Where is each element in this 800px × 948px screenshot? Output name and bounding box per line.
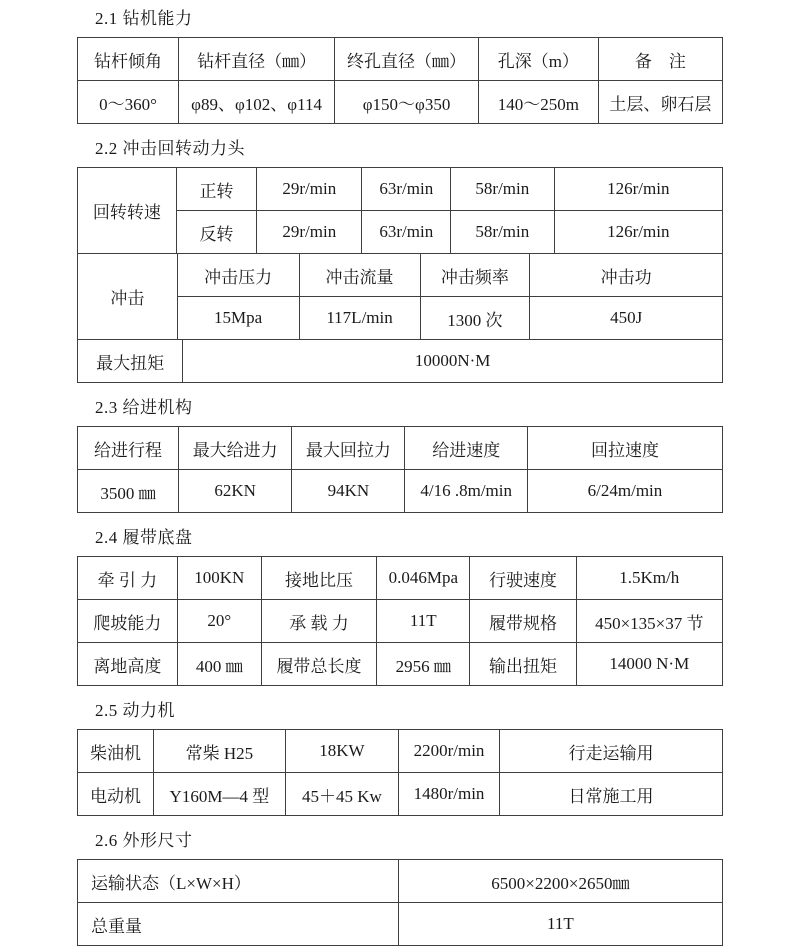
- label-cell: 牵 引 力: [97, 570, 158, 590]
- table-row: [78, 642, 722, 685]
- value-cell: 14000 N·M: [576, 643, 722, 685]
- header-cell: 备 注: [598, 38, 722, 80]
- impact-rotary-head-table: [77, 167, 723, 383]
- table-row: [177, 168, 722, 210]
- header-cell: 最大给进力: [178, 427, 291, 469]
- header-cell: 最大回拉力: [291, 427, 404, 469]
- label-cell: 最大扭矩: [96, 353, 165, 373]
- value-cell: 62KN: [178, 470, 291, 512]
- header-cell: 给进速度: [404, 427, 526, 469]
- value-cell: 126r/min: [554, 211, 722, 253]
- value-cell: 63r/min: [361, 211, 450, 253]
- drill-capability-table: [77, 37, 723, 124]
- value-cell: 58r/min: [450, 211, 553, 253]
- label-cell: 承 载 力: [261, 600, 376, 642]
- value-cell: φ89、φ102、φ114: [178, 81, 334, 123]
- table-header-row: [178, 254, 722, 296]
- value-cell: 2200r/min: [398, 730, 499, 772]
- header-cell: 回拉速度: [527, 427, 722, 469]
- value-cell: 10000N·M: [182, 340, 722, 382]
- table-header-row: [78, 38, 722, 80]
- label-cell: 电动机: [89, 786, 141, 806]
- section-heading-2-5: 2.5 动力机: [95, 701, 175, 720]
- header-cell: 钻杆直径（㎜）: [178, 38, 334, 80]
- value-cell: 126r/min: [554, 168, 722, 210]
- header-cell: 冲击流量: [299, 254, 420, 296]
- header-cell: 孔深（m）: [478, 38, 598, 80]
- value-cell: 常柴 H25: [153, 730, 285, 772]
- value-cell: 6/24m/min: [527, 470, 722, 512]
- value-cell: 行走运输用: [499, 730, 722, 772]
- value-cell: 450J: [529, 297, 722, 339]
- rotary-speed-group: [78, 168, 722, 253]
- max-torque-row: [78, 339, 722, 382]
- label-cell: 履带规格: [469, 600, 575, 642]
- label-cell: 柴油机: [89, 743, 141, 763]
- label-cell: 接地比压: [261, 557, 376, 599]
- table-row: [78, 599, 722, 642]
- value-cell: 450×135×37 节: [576, 600, 722, 642]
- table-row: [78, 860, 722, 902]
- header-cell: 给进行程: [94, 440, 163, 460]
- header-cell: 钻杆倾角: [94, 51, 163, 71]
- value-cell: 15Mpa: [214, 308, 263, 327]
- table-row: [177, 210, 722, 253]
- label-cell: 离地高度: [93, 656, 162, 676]
- header-cell: 冲击功: [529, 254, 722, 296]
- value-cell: 45＋45 Kw: [285, 773, 398, 815]
- label-cell: 行驶速度: [469, 557, 575, 599]
- section-heading-2-6: 2.6 外形尺寸: [95, 831, 193, 850]
- value-cell: 400 ㎜: [177, 643, 261, 685]
- value-cell: 117L/min: [299, 297, 420, 339]
- dimensions-table: [77, 859, 723, 946]
- value-cell: 140～250m: [478, 81, 598, 123]
- label-cell: 正转: [199, 181, 234, 201]
- value-cell: 11T: [398, 903, 722, 945]
- value-cell: 63r/min: [361, 168, 450, 210]
- section-heading-2-3: 2.3 给进机构: [95, 398, 193, 417]
- value-cell: 0～360°: [99, 94, 157, 114]
- label-cell: 反转: [199, 224, 234, 244]
- value-cell: 18KW: [285, 730, 398, 772]
- table-header-row: [78, 427, 722, 469]
- crawler-chassis-table: [77, 556, 723, 686]
- rowspan-label-cell: 冲击: [110, 289, 145, 308]
- value-cell: Y160M—4 型: [153, 773, 285, 815]
- header-cell: 冲击频率: [420, 254, 530, 296]
- value-cell: 29r/min: [256, 168, 361, 210]
- table-row: [78, 80, 722, 123]
- label-cell: 爬坡能力: [93, 613, 162, 633]
- value-cell: 1.5Km/h: [576, 557, 722, 599]
- value-cell: 4/16 .8m/min: [404, 470, 526, 512]
- value-cell: 2956 ㎜: [376, 643, 469, 685]
- label-cell: 履带总长度: [261, 643, 376, 685]
- power-unit-table: [77, 729, 723, 816]
- table-row: [78, 772, 722, 815]
- value-cell: 1300 次: [420, 297, 530, 339]
- value-cell: 94KN: [291, 470, 404, 512]
- feed-mechanism-table: [77, 426, 723, 513]
- rotary-speed-rows: [176, 168, 722, 253]
- table-row: [78, 730, 722, 772]
- table-row: [78, 557, 722, 599]
- value-cell: 6500×2200×2650㎜: [398, 860, 722, 902]
- header-cell: 终孔直径（㎜）: [334, 38, 478, 80]
- value-cell: 0.046Mpa: [376, 557, 469, 599]
- section-heading-2-1: 2.1 钻机能力: [95, 9, 193, 28]
- value-cell: 29r/min: [256, 211, 361, 253]
- rowspan-label-cell: 回转转速: [92, 203, 161, 222]
- label-cell: 运输状态（L×W×H）: [91, 873, 251, 893]
- label-cell: 输出扭矩: [469, 643, 575, 685]
- header-cell: 冲击压力: [204, 267, 273, 287]
- value-cell: 日常施工用: [499, 773, 722, 815]
- section-heading-2-2: 2.2 冲击回转动力头: [95, 139, 245, 158]
- value-cell: 土层、卵石层: [598, 81, 722, 123]
- section-heading-2-4: 2.4 履带底盘: [95, 528, 193, 547]
- value-cell: 11T: [376, 600, 469, 642]
- table-row: [78, 902, 722, 945]
- value-cell: 100KN: [177, 557, 261, 599]
- value-cell: 20°: [177, 600, 261, 642]
- value-cell: 3500 ㎜: [100, 483, 156, 503]
- value-cell: φ150～φ350: [334, 81, 478, 123]
- label-cell: 总重量: [91, 916, 142, 936]
- value-cell: 1480r/min: [398, 773, 499, 815]
- value-cell: 58r/min: [450, 168, 553, 210]
- impact-group: [78, 253, 722, 339]
- table-row: [78, 469, 722, 512]
- table-row: [178, 296, 722, 339]
- impact-rows: [177, 254, 722, 339]
